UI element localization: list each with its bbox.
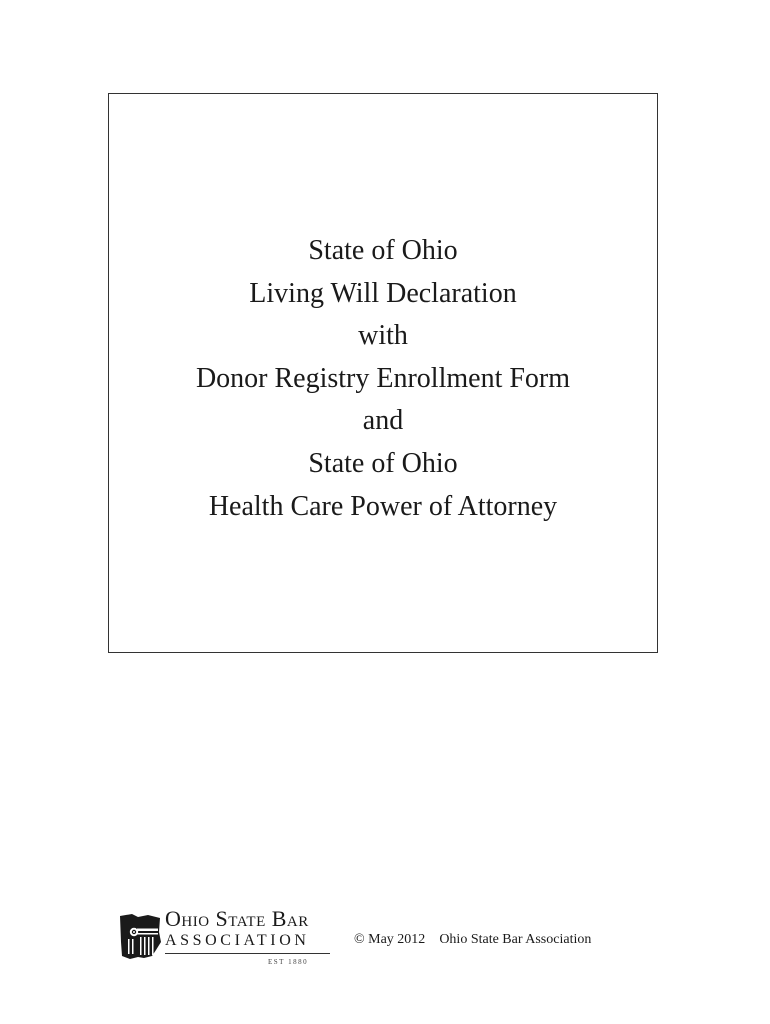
copyright-owner: Ohio State Bar Association (439, 932, 592, 947)
logo-divider (165, 953, 330, 954)
title-line-6: State of Ohio (308, 447, 458, 479)
title-line-1: State of Ohio (308, 235, 458, 266)
copyright-date: © May 2012 (354, 932, 426, 947)
copyright-notice (354, 931, 591, 949)
title-line-2: Living Will Declaration (249, 277, 517, 309)
title-line-3: with (358, 320, 408, 352)
logo-text-line1: Ohio State Bar (165, 906, 309, 931)
title-box (108, 93, 658, 653)
logo-est: EST 1880 (268, 958, 309, 966)
title-line-5: and (362, 405, 404, 437)
document-title (109, 230, 657, 528)
footer (118, 904, 638, 974)
ohio-state-bar-logo (118, 904, 333, 970)
ohio-state-column-icon (118, 912, 162, 960)
title-line-7: Health Care Power of Attorney (208, 490, 558, 522)
logo-text-line2: ASSOCIATION (165, 932, 310, 949)
title-line-4: Donor Registry Enrollment Form (195, 362, 571, 394)
